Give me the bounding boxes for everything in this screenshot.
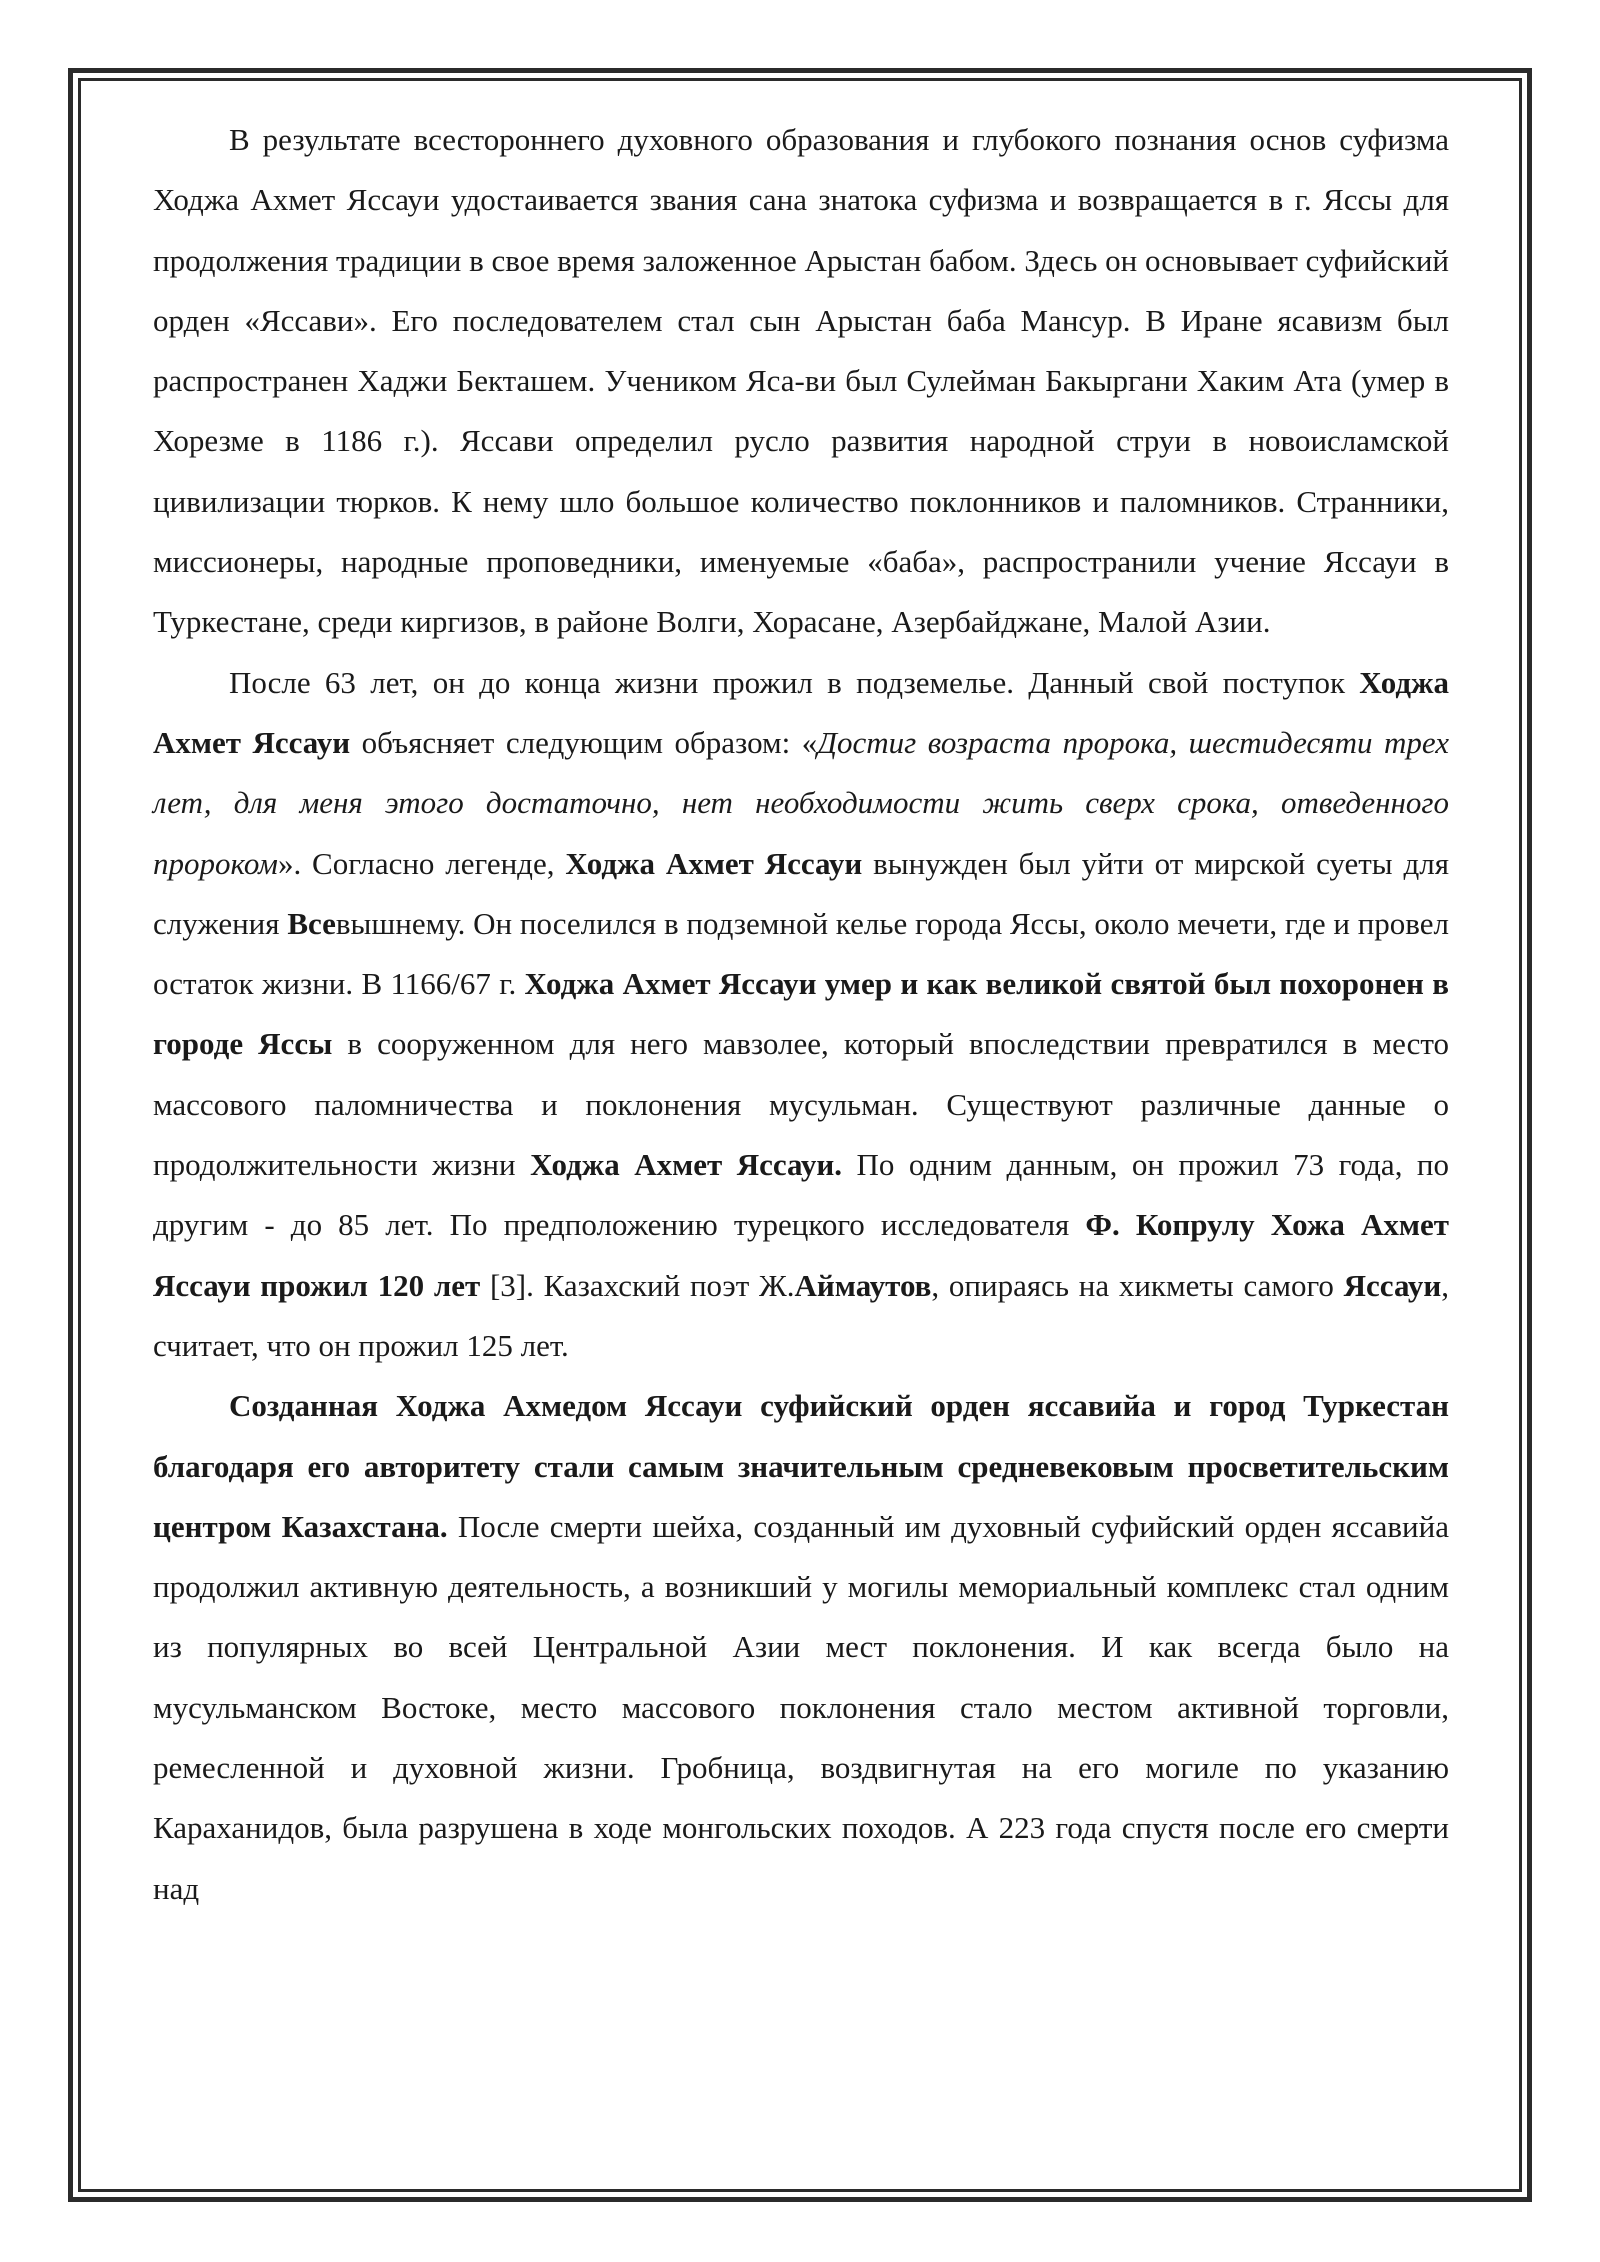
text-run: в сооруженном для него мавзолее, который впоследствии превратился в место массового паломничества и поклонения мусульман. Существуют различные данные о продолжительности жизни — [153, 1026, 1450, 1183]
bold-text-run: Ходжа Ахмет Яссауи умер и как великой святой был похоронен в городе Яссы — [153, 966, 1449, 1062]
text-run: После 63 лет, он до конца жизни прожил в подземелье. Данный свой поступок — [229, 664, 1360, 700]
text-run: ». Согласно легенде, — [277, 845, 566, 881]
bold-text-run: Ф. Копрулу Хожа Ахмет Яссауи прожил 120 лет — [153, 1207, 1449, 1303]
bold-text-run: Ходжа Ахмет Яссауи — [153, 664, 1449, 760]
italic-quote-run: Достиг возраста пророка, шестидесяти трех лет, для меня этого достаточно, нет необходимости жить сверх срока, отведенного пророком — [153, 724, 1450, 881]
bold-text-run: Аймаутов — [794, 1267, 932, 1303]
document-body — [153, 110, 1449, 1919]
text-run: [3]. Казахский поэт Ж. — [480, 1267, 795, 1303]
bold-text-run: Ходжа Ахмет Яссауи. — [530, 1147, 843, 1183]
bold-text-run: Яссауи — [1343, 1267, 1442, 1303]
bold-text-run: Созданная Ходжа Ахмедом Яссауи суфийский орден яссавийа и город Туркестан благодаря его авторитету стали самым значительным средневековым просветительским центром Казахстана. — [153, 1388, 1449, 1544]
text-run: По одним данным, он прожил 73 года, по другим - до 85 лет. По предположению турецкого исследователя — [153, 1147, 1449, 1243]
text-run: В результате всестороннего духовного образования и глубокого познания основ суфизма Ходжа Ахмет Яссауи удостаивается звания сана знатока суфизма и возвращается в г. Яссы для продолжения традиции в свое время заложенное Арыстан бабом. Здесь он основывает суфийский орден «Яссави». Его последователем стал сын Арыстан баба Мансур. В Иране ясавизм был распространен Хаджи Бекташем. Учеником Яса-ви был Сулейман Бакыргани Хаким Ата (умер в Хорезме в 1186 г.). Яссави определил русло развития народной струи в новоисламской цивилизации тюрков. К нему шло большое количество поклонников и паломников. Странники, миссионеры, народные проповедники, именуемые «баба», распространили учение Яссауи в Туркестане, среди киргизов, в районе Волги, Хорасане, Азербайджане, Малой Азии. — [153, 122, 1449, 640]
text-run: , считает, что он прожил 125 лет. — [153, 1267, 1449, 1363]
paragraph-yassawi-order — [153, 110, 1449, 653]
bold-text-run: Ходжа Ахмет Яссауи — [565, 845, 863, 881]
paragraph-turkestan-center — [153, 1376, 1449, 1919]
text-run: вынужден был уйти от мирской суеты для служения — [153, 845, 1449, 941]
text-run: После смерти шейха, созданный им духовный суфийский орден яссавийа продолжил активную деятельность, а возникший у могилы мемориальный комплекс стал одним из популярных во всей Центральной Азии мест поклонения. И как всегда было на мусульманском Востоке, место массового поклонения стало местом активной торговли, ремесленной и духовной жизни. Гробница, воздвигнутая на его могиле по указанию Караханидов, была разрушена в ходе монгольских походов. А 223 года спустя после его смерти над — [153, 1508, 1449, 1906]
text-run: вышнему. Он поселился в подземной келье города Яссы, около мечети, где и провел остаток жизни. В 1166/67 г. — [153, 905, 1449, 1002]
bold-text-run: Все — [287, 905, 336, 941]
text-run: объясняет следующим образом: « — [350, 724, 818, 760]
paragraph-underground-life — [153, 653, 1449, 1377]
text-run: , опираясь на хикметы самого — [931, 1267, 1344, 1303]
